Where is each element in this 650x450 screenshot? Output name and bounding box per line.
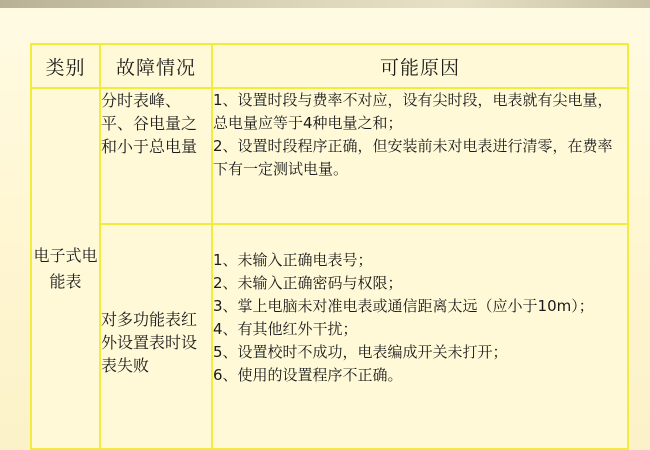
- cause-item: 3、掌上电脑未对准电表或通信距离太远（应小于10m）；: [213, 297, 594, 315]
- category-cell: 电子式电能表: [31, 88, 100, 449]
- cause-item: 6、使用的设置程序不正确。: [213, 366, 403, 384]
- condition-cell: 分时表峰、平、谷电量之和小于总电量: [100, 88, 212, 224]
- table-row: [31, 88, 628, 224]
- cause-item: 1、设置时段与费率不对应，设有尖时段，电表就有尖电量，总电量应等于4种电量之和；: [213, 91, 613, 132]
- cause-item: 1、未输入正确电表号；: [213, 251, 373, 269]
- cause-item: 5、设置校时不成功，电表编成开关未打开；: [213, 343, 508, 361]
- header-causes: 可能原因: [212, 44, 628, 88]
- header-category: 类别: [31, 44, 100, 88]
- condition-cell: 对多功能表红外设置表时设表失败: [100, 224, 212, 449]
- causes-cell: [212, 88, 628, 224]
- causes-cell: [212, 224, 628, 449]
- cause-item: 2、设置时段程序正确，但安装前未对电表进行清零，在费率下有一定测试电量。: [213, 137, 613, 178]
- fault-table: [30, 43, 629, 450]
- slide-top-band: [0, 0, 650, 8]
- table-header-row: [31, 44, 628, 88]
- header-condition: 故障情况: [100, 44, 212, 88]
- cause-item: 2、未输入正确密码与权限；: [213, 274, 403, 292]
- table-row: [31, 224, 628, 449]
- cause-item: 4、有其他红外干扰；: [213, 320, 358, 338]
